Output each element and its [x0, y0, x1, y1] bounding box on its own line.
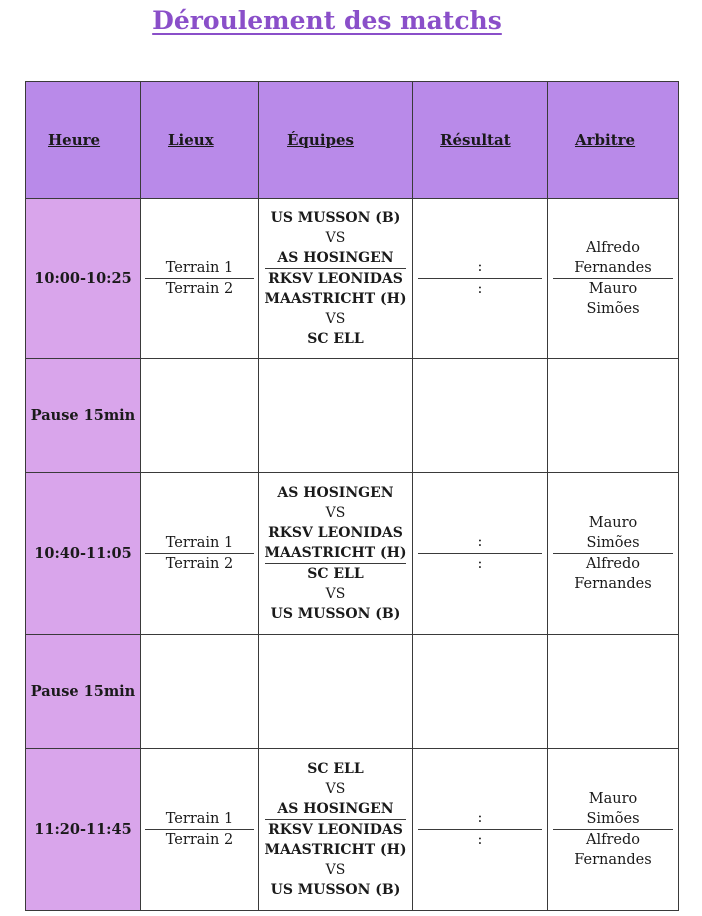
referee-name: Simões	[586, 811, 640, 827]
team-name: US MUSSON (B)	[270, 882, 401, 898]
team-name: SC ELL	[307, 331, 364, 347]
vs-label: VS	[325, 862, 346, 878]
venues-cell	[141, 473, 259, 635]
venue-1: Terrain 1	[165, 811, 234, 827]
referee-name: Fernandes	[574, 576, 652, 592]
team-name: US MUSSON (B)	[270, 606, 401, 622]
result-score-2: :	[477, 281, 483, 297]
referee-name: Fernandes	[574, 260, 652, 276]
teams-cell	[259, 199, 413, 359]
table-row	[26, 635, 679, 749]
team-name: MAASTRICHT (H)	[264, 291, 407, 307]
teams-cell	[259, 473, 413, 635]
team-name: SC ELL	[307, 761, 364, 777]
empty-cell	[141, 635, 259, 749]
vs-label: VS	[325, 230, 346, 246]
referee-name: Simões	[586, 535, 640, 551]
referee-name: Mauro	[588, 281, 638, 297]
result-score-1: :	[477, 259, 483, 275]
team-name: RKSV LEONIDAS	[268, 822, 403, 838]
team-name: SC ELL	[307, 566, 364, 582]
teams-cell	[259, 749, 413, 911]
venue-1: Terrain 1	[165, 535, 234, 551]
time-cell: 10:00-10:25	[26, 199, 141, 359]
team-name: AS HOSINGEN	[277, 250, 394, 266]
empty-cell	[141, 359, 259, 473]
result-score-2: :	[477, 556, 483, 572]
page-title: Déroulement des matchs	[152, 6, 502, 35]
empty-cell	[548, 359, 679, 473]
empty-cell	[259, 359, 413, 473]
table-row	[26, 359, 679, 473]
table-row	[26, 749, 679, 911]
venue-1: Terrain 1	[165, 260, 234, 276]
result-score-1: :	[477, 810, 483, 826]
empty-cell	[548, 635, 679, 749]
referee-name: Simões	[586, 301, 640, 317]
header-arbitre: Arbitre	[548, 82, 679, 199]
vs-label: VS	[325, 586, 346, 602]
time-cell: 10:40-11:05	[26, 473, 141, 635]
venues-cell	[141, 749, 259, 911]
vs-label: VS	[325, 781, 346, 797]
team-name: MAASTRICHT (H)	[264, 545, 407, 561]
referee-name: Alfredo	[586, 240, 640, 256]
empty-cell	[413, 359, 548, 473]
venue-2: Terrain 2	[165, 556, 234, 572]
referee-cell	[548, 749, 679, 911]
venue-2: Terrain 2	[165, 281, 234, 297]
team-name: RKSV LEONIDAS	[268, 525, 403, 541]
team-name: AS HOSINGEN	[277, 485, 394, 501]
team-name: AS HOSINGEN	[277, 801, 394, 817]
result-cell	[413, 473, 548, 635]
vs-label: VS	[325, 505, 346, 521]
empty-cell	[259, 635, 413, 749]
time-cell: 11:20-11:45	[26, 749, 141, 911]
team-name: RKSV LEONIDAS	[268, 271, 403, 287]
referee-cell	[548, 473, 679, 635]
pause-cell: Pause 15min	[26, 359, 141, 473]
referee-name: Alfredo	[586, 832, 640, 848]
referee-name: Fernandes	[574, 852, 652, 868]
venues-cell	[141, 199, 259, 359]
result-score-1: :	[477, 534, 483, 550]
vs-label: VS	[325, 311, 346, 327]
match-schedule-table	[25, 81, 679, 911]
pause-cell: Pause 15min	[26, 635, 141, 749]
referee-name: Alfredo	[586, 556, 640, 572]
result-cell	[413, 199, 548, 359]
table-row	[26, 473, 679, 635]
header-heure: Heure	[26, 82, 141, 199]
header-resultat: Résultat	[413, 82, 548, 199]
team-name: US MUSSON (B)	[270, 210, 401, 226]
result-cell	[413, 749, 548, 911]
table-row	[26, 199, 679, 359]
referee-name: Mauro	[588, 791, 638, 807]
referee-cell	[548, 199, 679, 359]
venue-2: Terrain 2	[165, 832, 234, 848]
empty-cell	[413, 635, 548, 749]
header-row	[26, 82, 679, 199]
header-lieux: Lieux	[141, 82, 259, 199]
referee-name: Mauro	[588, 515, 638, 531]
result-score-2: :	[477, 832, 483, 848]
header-equipes: Équipes	[259, 82, 413, 199]
team-name: MAASTRICHT (H)	[264, 842, 407, 858]
